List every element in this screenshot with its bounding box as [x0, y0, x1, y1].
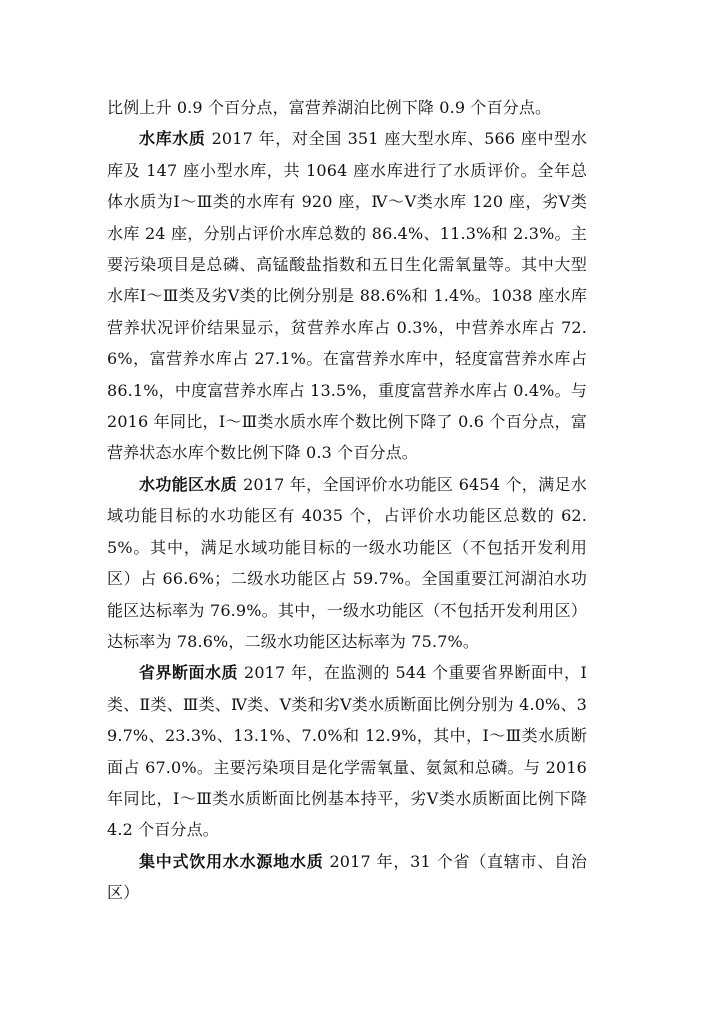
section-heading-drinking-water-source: 集中式饮用水水源地水质: [139, 851, 324, 871]
paragraph-text: 比例上升 0.9 个百分点，富营养湖泊比例下降 0.9 个百分点。: [107, 98, 552, 117]
paragraph-drinking-water-source: [107, 846, 587, 909]
paragraph-provincial-boundary: [107, 657, 587, 845]
section-heading-water-function-zone: 水功能区水质: [139, 474, 238, 494]
paragraph-text: 2017 年，全国评价水功能区 6454 个，满足水域功能目标的水功能区有 4035 个，占评价水功能区总数的 62.5%。其中，满足水域功能目标的一级水功能区（不包括开发利用区）占 66.6%；二级水功能区占 59.7%。全国重要江河湖泊水功能区达标率为 76.9%。其中，一级水功能区（不包括开发利用区）达标率为 78.6%，二级水功能区达标率为 75.7%。: [107, 474, 587, 651]
paragraph-reservoir-quality: [107, 123, 587, 468]
paragraph-text: 2017 年，31 个省（直辖市、自治区）: [107, 851, 587, 903]
paragraph-text: 2017 年，在监测的 544 个重要省界断面中，Ⅰ类、Ⅱ类、Ⅲ类、Ⅳ类、Ⅴ类和劣Ⅴ类水质断面比例分别为 4.0%、39.7%、23.3%、13.1%、7.0%和 12.9%，其中，Ⅰ～Ⅲ类水质断面占 67.0%。主要污染项目是化学需氧量、氨氮和总磷。与 2016 年同比，Ⅰ～Ⅲ类水质断面比例基本持平，劣Ⅴ类水质断面比例下降 4.2 个百分点。: [107, 663, 587, 840]
section-heading-reservoir: 水库水质: [139, 129, 206, 149]
body-text: [107, 92, 587, 909]
paragraph-water-function-zone: [107, 469, 587, 657]
section-heading-provincial-boundary: 省界断面水质: [139, 663, 238, 683]
paragraph-lake-continuation: [107, 92, 587, 123]
paragraph-text: 2017 年，对全国 351 座大型水库、566 座中型水库及 147 座小型水库，共 1064 座水库进行了水质评价。全年总体水质为Ⅰ～Ⅲ类的水库有 920 座，Ⅳ～Ⅴ类水库 120 座，劣Ⅴ类水库 24 座，分别占评价水库总数的 86.4%、11.3%和 2.3%。主要污染项目是总磷、高锰酸盐指数和五日生化需氧量等。其中大型水库Ⅰ～Ⅲ类及劣Ⅴ类的比例分别是 88.6%和 1.4%。1038 座水库营养状况评价结果显示，贫营养水库占 0.3%，中营养水库占 72.6%，富营养水库占 27.1%。在富营养水库中，轻度富营养水库占86.1%，中度富营养水库占 13.5%，重度富营养水库占 0.4%。与 2016 年同比，Ⅰ～Ⅲ类水质水库个数比例下降了 0.6 个百分点，富营养状态水库个数比例下降 0.3 个百分点。: [107, 129, 587, 463]
